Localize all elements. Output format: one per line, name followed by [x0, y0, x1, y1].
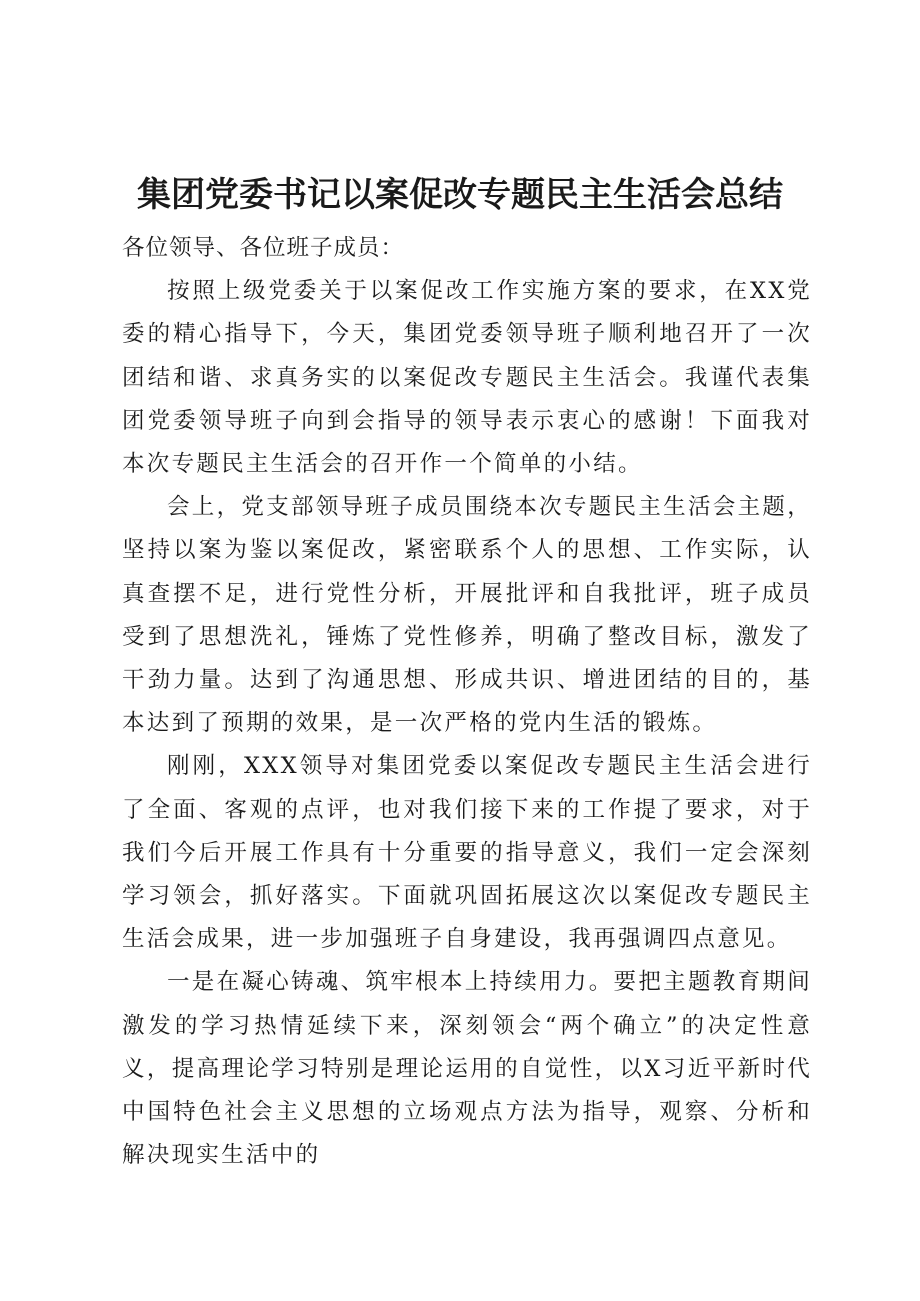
salutation: 各位领导、各位班子成员： [122, 235, 405, 261]
paragraph-point-one: 一是在凝心铸魂、筑牢根本上持续用力。要把主题教育期间激发的学习热情延续下来，深刻领会“两个确立”的决定性意义，提高理论学习特别是理论运用的自觉性，以X习近平新时代中国特色社会主义思想的立场观点方法为指导，观察、分析和解决现实生活中的 [122, 969, 812, 1169]
paragraph-intro: 按照上级党委关于以案促改工作实施方案的要求，在XX党委的精心指导下，今天，集团党委领导班子顺利地召开了一次团结和谐、求真务实的以案促改专题民主生活会。我谨代表集团党委领导班子向到会指导的领导表示衷心的感谢！下面我对本次专题民主生活会的召开作一个简单的小结。 [122, 278, 812, 478]
document-title: 集团党委书记以案促改专题民主生活会总结 [137, 175, 783, 215]
paragraph-meeting-summary: 会上，党支部领导班子成员围绕本次专题民主生活会主题，坚持以案为鉴以案促改，紧密联系个人的思想、工作实际，认真查摆不足，进行党性分析，开展批评和自我批评，班子成员受到了思想洗礼，锤炼了党性修养，明确了整改目标，激发了干劲力量。达到了沟通思想、形成共识、增进团结的目的，基本达到了预期的效果，是一次严格的党内生活的锻炼。 [122, 494, 812, 737]
document-body [122, 227, 812, 1177]
paragraph-leader-review: 刚刚，XXX领导对集团党委以案促改专题民主生活会进行了全面、客观的点评，也对我们接下来的工作提了要求，对于我们今后开展工作具有十分重要的指导意义，我们一定会深刻学习领会，抓好落实。下面就巩固拓展这次以案促改专题民主生活会成果，进一步加强班子自身建设，我再强调四点意见。 [122, 753, 812, 953]
